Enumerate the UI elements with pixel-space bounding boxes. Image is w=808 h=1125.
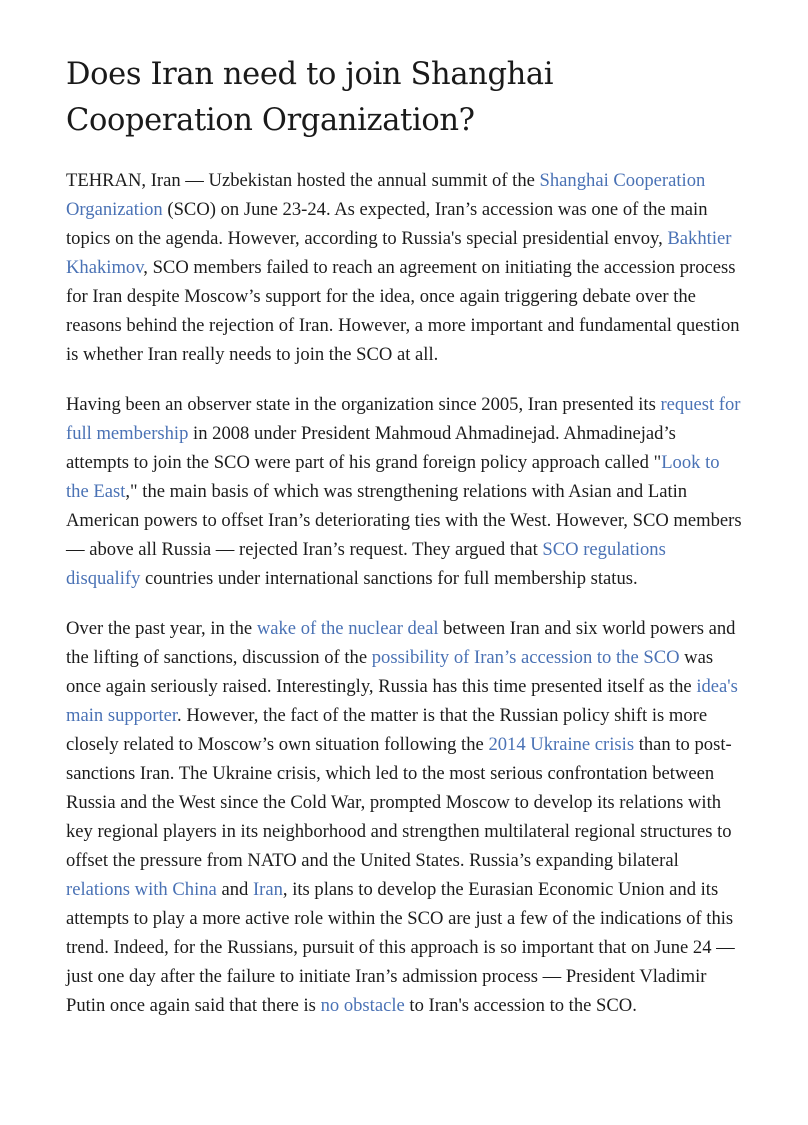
text-segment: than to post-sanctions Iran. The Ukraine crisis, which led to the most serious confrontation between Russia and the West since the Cold War, prompted Moscow to develop its relations with key regional players in its neighborhood and strengthen multilateral regional structures to offset the pressure from NATO and the United States. Russia’s expanding bilateral [66,734,732,871]
text-segment: (SCO) on June 23-24. As expected, Iran’s accession was one of the main topics on the agenda. However, according to Russia's special presidential envoy, [66,199,708,249]
link-ideas-main-supporter[interactable]: idea's main supporter [66,676,738,726]
link-request-for-full-membership[interactable]: request for full membership [66,394,741,444]
text-segment: was once again seriously raised. Interestingly, Russia has this time presented itself as the [66,647,714,697]
text-segment: TEHRAN, Iran — Uzbekistan hosted the annual summit of the [66,170,540,191]
text-segment: countries under international sanctions for full membership status. [140,568,638,589]
text-segment: ," the main basis of which was strengthening relations with Asian and Latin American powers to offset Iran’s deteriorating ties with the West. However, SCO members — above all Russia — rejected Iran’s request. They argued that [66,481,742,560]
paragraph-1 [66,166,742,369]
text-segment: , SCO members failed to reach an agreement on initiating the accession process for Iran despite Moscow’s support for the idea, once again triggering debate over the reasons behind the rejection of Iran. However, a more important and fundamental question is whether Iran really needs to join the SCO at all. [66,257,740,365]
link-no-obstacle[interactable]: no obstacle [320,995,405,1016]
text-segment: Over the past year, in the [66,618,257,639]
link-iran[interactable]: Iran [252,879,283,900]
link-look-to-the-east[interactable]: Look to the East [66,452,720,502]
paragraph-2 [66,390,742,593]
link-sco-regulations-disqualify[interactable]: SCO regulations disqualify [66,539,666,589]
text-segment: . However, the fact of the matter is that the Russian policy shift is more closely related to Moscow’s own situation following the [66,705,708,755]
link-relations-with-china[interactable]: relations with China [66,879,217,900]
text-segment: in 2008 under President Mahmoud Ahmadinejad. Ahmadinejad’s attempts to join the SCO were part of his grand foreign policy approach called " [66,423,676,473]
text-segment: , its plans to develop the Eurasian Economic Union and its attempts to play a more active role within the SCO are just a few of the indications of this trend. Indeed, for the Russians, pursuit of this approach is so important that on June 24 — just one day after the failure to initiate Iran’s admission process — President Vladimir Putin once again said that there is [66,879,735,1016]
text-segment: to Iran's accession to the SCO. [404,995,637,1016]
link-2014-ukraine-crisis[interactable]: 2014 Ukraine crisis [488,734,635,755]
link-bakhtier-khakimov[interactable]: Bakhtier Khakimov [66,228,732,278]
link-shanghai-cooperation-organization[interactable]: Shanghai Cooperation Organization [66,170,706,220]
article [66,52,742,1041]
link-possibility-of-irans-accession[interactable]: possibility of Iran’s accession to the SCO [371,647,680,668]
text-segment: and [216,879,253,900]
text-segment: Having been an observer state in the organization since 2005, Iran presented its [66,394,661,415]
link-wake-of-the-nuclear-deal[interactable]: wake of the nuclear deal [256,618,439,639]
text-segment: between Iran and six world powers and the lifting of sanctions, discussion of the [66,618,736,668]
paragraph-3 [66,614,742,1020]
article-title: Does Iran need to join Shanghai Cooperation Organization? [66,57,554,138]
